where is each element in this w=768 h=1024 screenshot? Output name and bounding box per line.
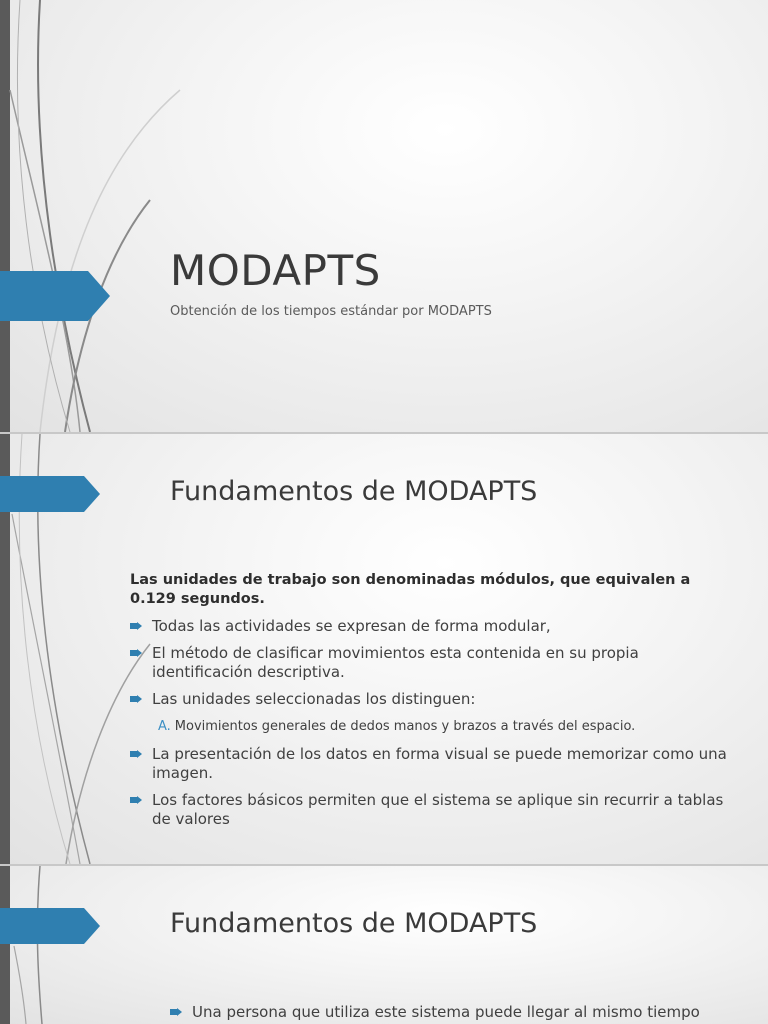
list-item-text: Las unidades seleccionadas los distinguen: <box>152 690 476 708</box>
list-item <box>130 617 735 636</box>
list-item-text: Todas las actividades se expresan de forma modular, <box>152 617 551 635</box>
slide-tab-marker <box>0 271 110 321</box>
sub-list-letter: A. <box>158 719 171 734</box>
slide-title <box>0 0 768 432</box>
list-item <box>130 791 735 829</box>
list-item-text: Los factores básicos permiten que el sistema se aplique sin recurrir a tablas de valores <box>152 791 724 828</box>
arrow-bullet-icon <box>130 649 142 657</box>
lead-text: Las unidades de trabajo son denominadas módulos, que equivalen a 0.129 segundos <box>130 572 691 607</box>
list-item-text: El método de clasificar movimientos esta contenida en su propia identificación descriptiva. <box>152 644 639 681</box>
arrow-bullet-icon <box>130 796 142 804</box>
list-item <box>130 745 735 783</box>
arrow-bullet-icon <box>130 622 142 630</box>
list-item <box>170 1003 730 1022</box>
list-item <box>130 644 735 682</box>
sub-list-text: Movimientos generales de dedos manos y brazos a través del espacio. <box>174 719 636 734</box>
sub-list-item <box>130 717 735 736</box>
slide-fundamentos-2 <box>0 866 768 1024</box>
slide-tab-marker <box>0 476 100 512</box>
list-item-text: La presentación de los datos en forma visual se puede memorizar como una imagen. <box>152 745 727 782</box>
slide-title-text: Fundamentos de MODAPTS <box>170 476 538 507</box>
lead-text-end: . <box>259 591 265 607</box>
slide-title-text: MODAPTS <box>170 246 381 295</box>
decorative-curves <box>0 0 200 432</box>
list-item-text: Una persona que utiliza este sistema puede llegar al mismo tiempo <box>192 1003 700 1021</box>
arrow-bullet-icon <box>130 695 142 703</box>
arrow-bullet-icon <box>130 750 142 758</box>
slide-fundamentos-1 <box>0 434 768 864</box>
slide-title-text: Fundamentos de MODAPTS <box>170 908 538 939</box>
slide-tab-marker <box>0 908 100 944</box>
lead-paragraph <box>130 571 735 609</box>
slide-subtitle: Obtención de los tiempos estándar por MODAPTS <box>170 304 492 319</box>
decorative-curves <box>0 866 200 1024</box>
slide-content <box>170 1003 730 1024</box>
slide-content <box>130 571 735 837</box>
list-item <box>130 690 735 709</box>
arrow-bullet-icon <box>170 1008 182 1016</box>
